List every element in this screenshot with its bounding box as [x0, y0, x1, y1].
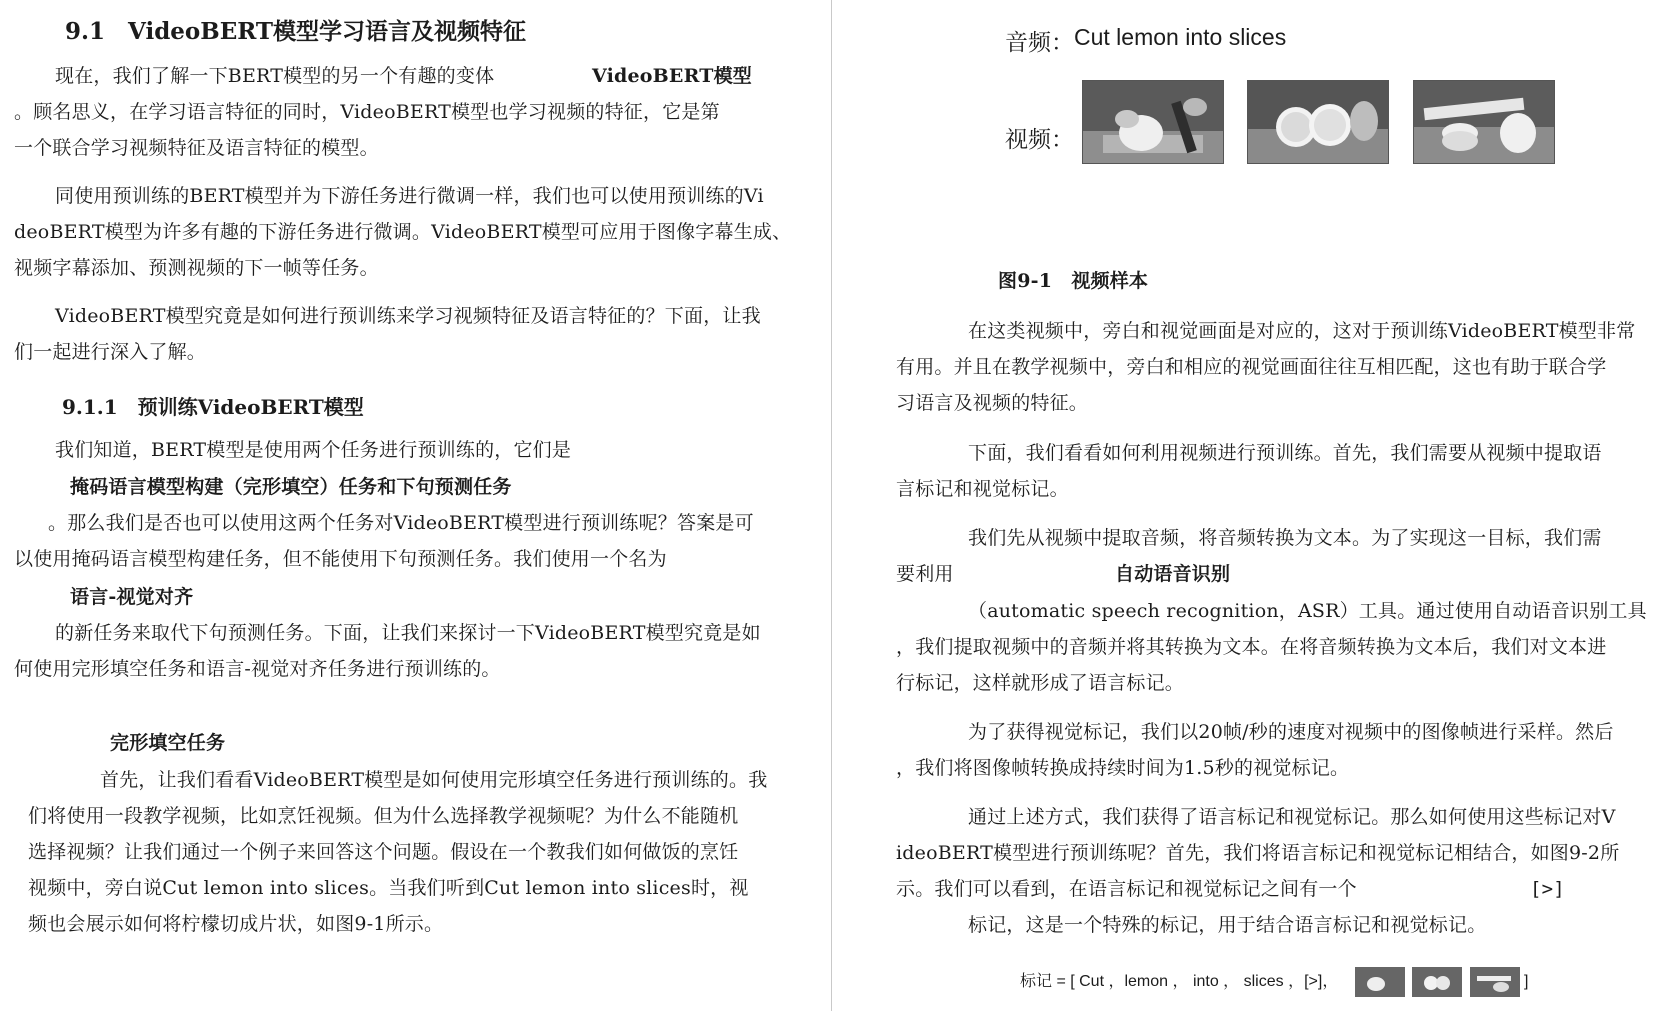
paragraph-line: （automatic speech recognition，ASR）工具。通过使用自动语音识别工具: [968, 600, 1647, 622]
paragraph-line: 的新任务来取代下句预测任务。下面，让我们来探讨一下VideoBERT模型究竟是如: [55, 622, 761, 644]
paragraph-line: 选择视频？让我们通过一个例子来回答这个问题。假设在一个教我们如何做饭的烹饪: [28, 841, 739, 863]
bold-term: 掩码语言模型构建（完形填空）任务和下句预测任务: [70, 476, 512, 498]
token-sequence-end: ]: [1524, 973, 1529, 990]
bold-term: 自动语音识别: [1115, 563, 1231, 585]
video-frame-image: [1413, 80, 1555, 164]
paragraph-line: 要利用: [896, 563, 954, 585]
visual-token-image: [1470, 967, 1520, 997]
paragraph-line: 们一起进行深入了解。: [14, 341, 207, 363]
paragraph-line: 同使用预训练的BERT模型并为下游任务进行微调一样，我们也可以使用预训练的Vi: [55, 185, 764, 207]
paragraph-line: 们将使用一段教学视频，比如烹饪视频。但为什么选择教学视频呢？为什么不能随机: [28, 805, 739, 827]
visual-token-image: [1355, 967, 1405, 997]
figure-audio-label: 音频：: [1005, 29, 1074, 55]
paragraph-line: 现在，我们了解一下BERT模型的另一个有趣的变体: [55, 65, 495, 87]
paragraph-line: deoBERT模型为许多有趣的下游任务进行微调。VideoBERT模型可应用于图像字幕生成、: [14, 221, 792, 243]
paragraph-line: 我们先从视频中提取音频，将音频转换为文本。为了实现这一目标，我们需: [968, 527, 1602, 549]
page-divider: [831, 0, 832, 1011]
bold-term: VideoBERT模型: [592, 65, 753, 87]
paragraph-line: 行标记，这样就形成了语言标记。: [896, 672, 1185, 694]
special-token: [>]: [1530, 878, 1565, 900]
paragraph-line: 标记，这是一个特殊的标记，用于结合语言标记和视觉标记。: [968, 914, 1487, 936]
paragraph-line: 视频字幕添加、预测视频的下一帧等任务。: [14, 257, 379, 279]
paragraph-line: 下面，我们看看如何利用视频进行预训练。首先，我们需要从视频中提取语: [968, 442, 1602, 464]
figure-video-label: 视频：: [1005, 126, 1074, 152]
subsection-title: 9.1.1 预训练VideoBERT模型: [62, 395, 364, 419]
figure-caption: 图9-1 视频样本: [998, 270, 1149, 292]
paragraph-line: 以使用掩码语言模型构建任务，但不能使用下句预测任务。我们使用一个名为: [14, 548, 667, 570]
paragraph-line: 示。我们可以看到，在语言标记和视觉标记之间有一个: [896, 878, 1357, 900]
bold-term: 语言-视觉对齐: [70, 586, 194, 608]
paragraph-line: 我们知道，BERT模型是使用两个任务进行预训练的，它们是: [55, 439, 572, 461]
paragraph-line: 首先，让我们看看VideoBERT模型是如何使用完形填空任务进行预训练的。我: [100, 769, 768, 791]
section-title: 9.1 VideoBERT模型学习语言及视频特征: [65, 18, 527, 45]
paragraph-line: 在这类视频中，旁白和视觉画面是对应的，这对于预训练VideoBERT模型非常: [968, 320, 1636, 342]
paragraph-line: ，我们将图像帧转换成持续时间为1.5秒的视觉标记。: [896, 757, 1350, 779]
paragraph-line: 。那么我们是否也可以使用这两个任务对VideoBERT模型进行预训练呢？答案是可: [48, 512, 754, 534]
paragraph-line: ，我们提取视频中的音频并将其转换为文本。在将音频转换为文本后，我们对文本进: [896, 636, 1607, 658]
paragraph-line: 何使用完形填空任务和语言-视觉对齐任务进行预训练的。: [14, 658, 501, 680]
cloze-heading: 完形填空任务: [110, 732, 226, 754]
paragraph-line: 一个联合学习视频特征及语言特征的模型。: [14, 137, 379, 159]
paragraph-line: 有用。并且在教学视频中，旁白和相应的视觉画面往往互相匹配，这也有助于联合学: [896, 356, 1607, 378]
paragraph-line: 。顾名思义，在学习语言特征的同时，VideoBERT模型也学习视频的特征，它是第: [14, 101, 720, 123]
paragraph-line: 通过上述方式，我们获得了语言标记和视觉标记。那么如何使用这些标记对V: [968, 806, 1616, 828]
video-frame-image: [1247, 80, 1389, 164]
video-frame-image: [1082, 80, 1224, 164]
paragraph-line: 为了获得视觉标记，我们以20帧/秒的速度对视频中的图像帧进行采样。然后: [968, 721, 1614, 743]
paragraph-line: ideoBERT模型进行预训练呢？首先，我们将语言标记和视觉标记相结合，如图9-2所: [896, 842, 1620, 864]
visual-token-image: [1412, 967, 1462, 997]
paragraph-line: 习语言及视频的特征。: [896, 392, 1089, 414]
paragraph-line: 视频中，旁白说Cut lemon into slices。当我们听到Cut lemon into slices时，视: [28, 877, 749, 899]
paragraph-line: 言标记和视觉标记。: [896, 478, 1069, 500]
token-sequence: 标记 = [ Cut ，lemon ， into ， slices ，[>]，: [1020, 973, 1339, 990]
paragraph-line: 频也会展示如何将柠檬切成片状，如图9-1所示。: [28, 913, 444, 935]
paragraph-line: VideoBERT模型究竟是如何进行预训练来学习视频特征及语言特征的？下面，让我: [55, 305, 761, 327]
figure-audio-text: Cut lemon into slices: [1074, 24, 1287, 50]
